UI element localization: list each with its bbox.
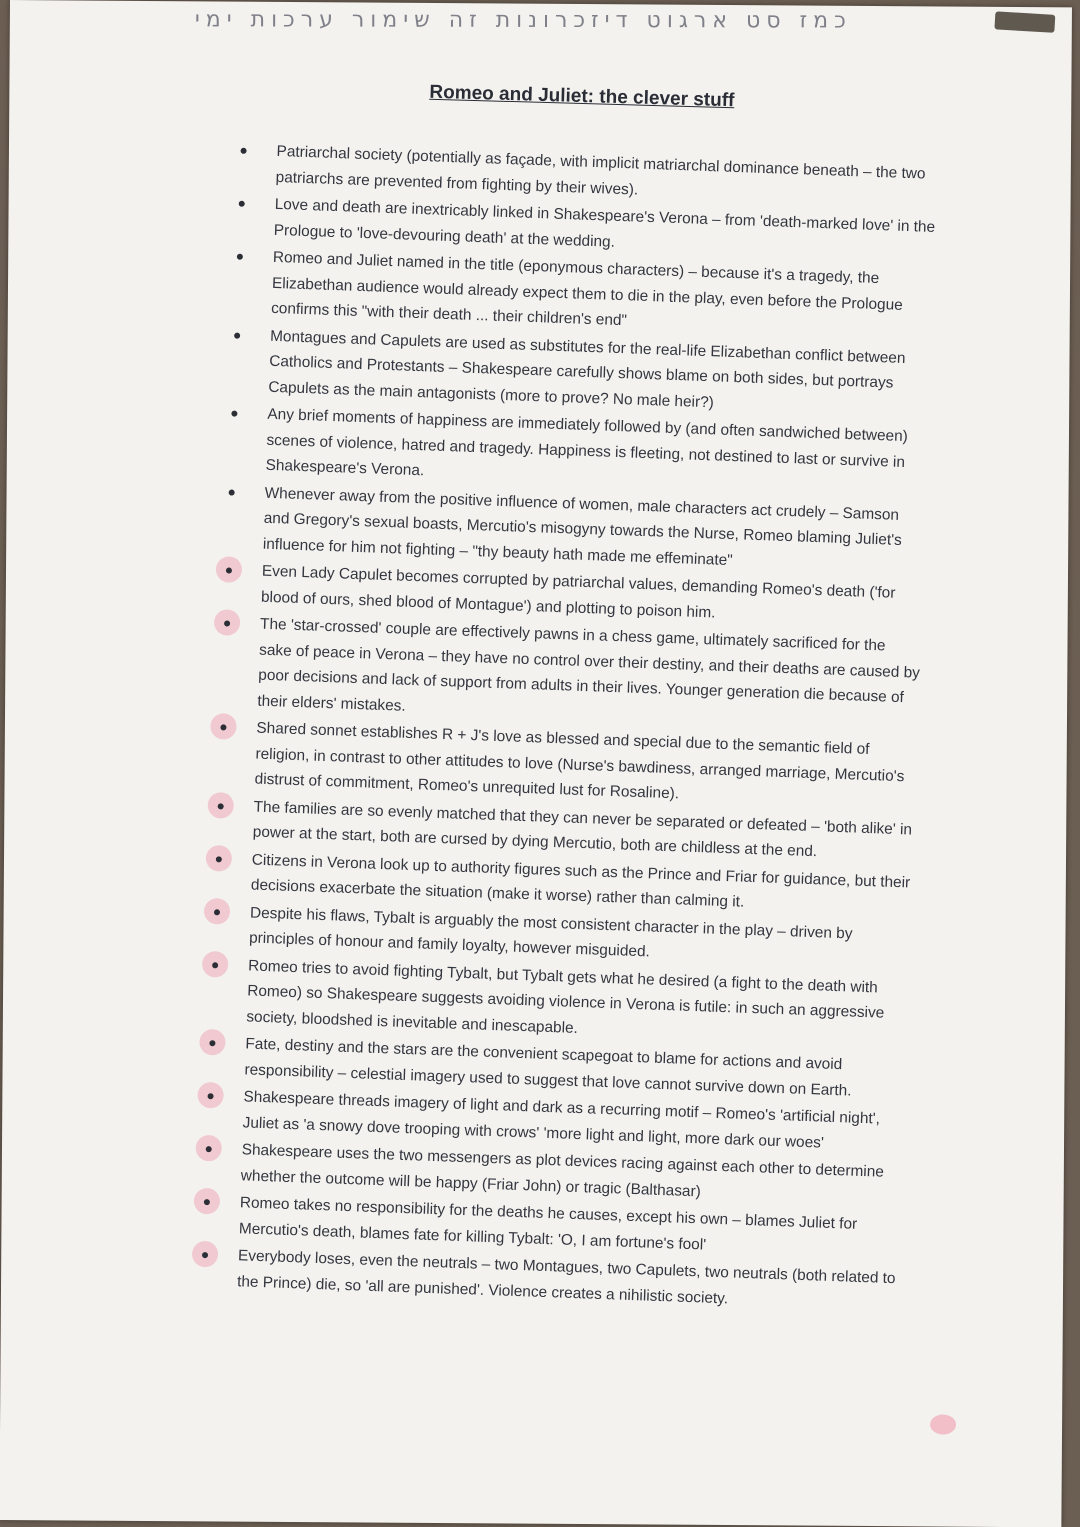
bullet-text: The 'star-crossed' couple are effectively pawns in a chess game, ultimately sacrificed for the sake of peace in Verona – they have no control over their destiny, and their deaths are caused by poor decisions and lack of support from adults in their lives. Younger generation die because of their elders' mistakes. <box>257 615 921 715</box>
bullet-icon <box>238 139 263 164</box>
bullet-icon <box>224 558 249 583</box>
bullet-text: Even Lady Capulet becomes corrupted by patriarchal values, demanding Romeo's death ('for blood of ours, shed blood of Montague') and plotting to poison him. <box>260 562 896 622</box>
tape-strip <box>994 11 1055 33</box>
bullet-icon <box>236 192 261 217</box>
bullet-icon <box>200 1243 225 1268</box>
bullet-icon <box>218 715 243 740</box>
bullet-icon <box>210 953 235 978</box>
bullet-icon <box>205 1084 230 1109</box>
bullet-text: Shakespeare threads imagery of light and dark as a recurring motif – Romeo's 'artificial night', Juliet as 'a snowy dove trooping with crows' 'more light and light, more dark our woes' <box>242 1088 881 1152</box>
bullet-text: Citizens in Verona look up to authority figures such as the Prince and Friar for guidance, but their decisions exacerbate the situation (make it worse) rather than calming it. <box>250 850 911 911</box>
header-scribble: כמז סט ארגוט דיזכרונות זה שימור ערכות ימי <box>194 7 852 34</box>
bullet-text: Montagues and Capulets are used as substitutes for the real-life Elizabethan conflict between Catholics and Protestants – Shakespeare carefully shows blame on both sides, but portrays Capulets as the main antagonists (more to prove? No male heir?) <box>268 327 906 411</box>
bullet-text: Patriarchal society (potentially as façade, with implicit matriarchal dominance beneath – the two patriarchs are prevented from fighting by their wives). <box>275 142 926 199</box>
bullet-text: Everybody loses, even the neutrals – two Montagues, two Capulets, two neutrals (both related to the Prince) die, so 'all are punished'. Violence creates a nihilistic society. <box>236 1247 896 1307</box>
bullet-text: Romeo tries to avoid fighting Tybalt, but Tybalt gets what he desired (a fight to the death with Romeo) so Shakespeare suggests avoiding violence in Verona is futile: in such an aggressive society, bloodshed is inevitable and inescapable. <box>246 956 885 1037</box>
bullet-text: Romeo and Juliet named in the title (eponymous characters) – because it's a tragedy, the Elizabethan audience would already expect them to die in the play, even before the Prologue confirms this "with their death ... their children's end" <box>270 248 904 330</box>
highlighter-mark <box>930 1414 956 1434</box>
bullet-text: Whenever away from the positive influence of women, male characters act crudely – Samson and Gregory's sexual boasts, Mercutio's misogyny towards the Nurse, Romeo blaming Juliet's influence for him not fighting – "thy beauty hath made me effeminate" <box>262 484 903 569</box>
bullet-icon <box>213 847 238 872</box>
bullet-text: Fate, destiny and the stars are the convenient scapegoat to blame for actions and avoid responsibility – celestial imagery used to suggest that love cannot survive down on Earth. <box>244 1035 852 1100</box>
bullet-text: Despite his flaws, Tybalt is arguably the most consistent character in the play – driven by principles of honour and family loyalty, however misguided. <box>248 903 853 961</box>
bullet-text: Any brief moments of happiness are immediately followed by (and often sandwiched between) scenes of violence, hatred and tragedy. Happiness is fleeting, not destined to last or survive in Shakespeare's Verona. <box>265 405 909 480</box>
bullet-icon <box>215 794 240 819</box>
bullet-icon <box>207 1031 232 1056</box>
bullet-text: Romeo takes no responsibility for the deaths he causes, except his own – blames Juliet for Mercutio's death, blames fate for killing Tybalt: 'O, I am fortune's fool' <box>238 1194 858 1254</box>
bullet-icon <box>232 323 257 348</box>
bullet-icon <box>226 480 251 505</box>
bullet-icon <box>212 900 237 925</box>
bullet-text: The families are so evenly matched that they can never be separated or defeated – 'both alike' in power at the start, both are cursed by dying Mercutio, both are childless at the end. <box>252 798 913 861</box>
bullet-list <box>199 138 939 1320</box>
bullet-icon <box>229 401 254 426</box>
page-title: Romeo and Juliet: the clever stuff <box>429 81 735 112</box>
bullet-text: Shared sonnet establishes R + J's love as blessed and special due to the semantic field of religion, in contrast to other attitudes to love (Nurse's bawdiness, arranged marriage, Mercutio's distrust of commitment, Romeo's unrequited lust for Rosaline). <box>254 719 905 803</box>
bullet-icon <box>234 245 259 270</box>
bullet-text: Love and death are inextricably linked in Shakespeare's Verona – from 'death-marked love' in the Prologue to 'love-devouring death' at the wedding. <box>273 195 936 251</box>
bullet-icon <box>201 1190 226 1215</box>
bullet-text: Shakespeare uses the two messengers as plot devices racing against each other to determine whether the outcome will be happy (Friar John) or tragic (Balthasar) <box>240 1141 885 1200</box>
bullet-icon <box>222 611 247 636</box>
bullet-icon <box>203 1137 228 1162</box>
